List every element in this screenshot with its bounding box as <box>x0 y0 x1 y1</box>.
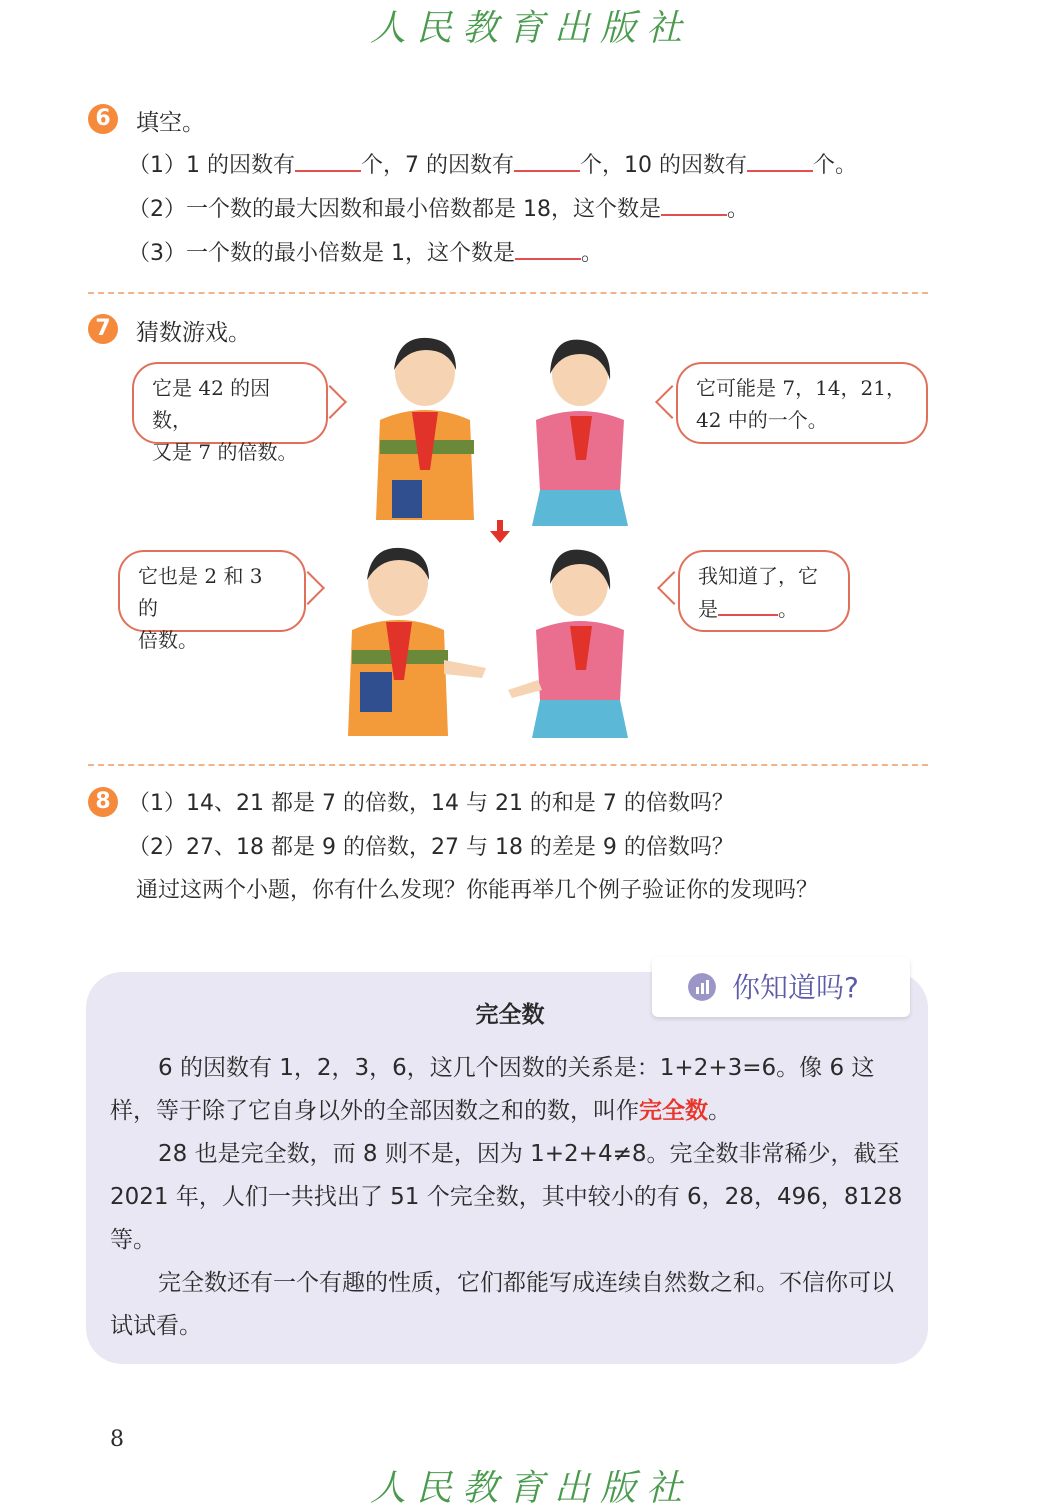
q6-l3-text-a: （3）一个数的最小倍数是 1，这个数是 <box>128 241 515 266</box>
box-paragraph-1 <box>110 1047 910 1133</box>
question-8-line-3: 通过这两个小题，你有什么发现？你能再举几个例子验证你的发现吗？ <box>136 878 819 903</box>
girl-illustration <box>506 540 646 745</box>
answer-blank[interactable] <box>295 148 361 172</box>
question-6-line-1 <box>128 148 857 179</box>
q6-l1-text-b: 个，7 的因数有 <box>361 153 514 178</box>
publisher-footer: 人民教育出版社 <box>369 1468 692 1509</box>
box-title: 完全数 <box>475 1002 545 1028</box>
bubble-text: 42 中的一个。 <box>696 408 828 432</box>
speech-bubble-girl-2 <box>678 550 850 632</box>
q6-l1-text-d: 个。 <box>813 153 858 178</box>
did-you-know-label: 你知道吗? <box>732 971 859 1004</box>
bubble-text: 。 <box>778 597 798 621</box>
bubble-text: 它也是 2 和 3 的 <box>138 564 263 620</box>
section-divider <box>88 292 928 294</box>
bubble-text: 它是 42 的因数， <box>152 376 271 432</box>
answer-blank[interactable] <box>514 148 580 172</box>
question-6-line-2 <box>128 192 749 223</box>
q6-l1-text-a: （1）1 的因数有 <box>128 153 295 178</box>
question-6-title: 填空。 <box>136 110 205 136</box>
q6-l2-text-b: 。 <box>727 197 750 222</box>
answer-blank[interactable] <box>747 148 813 172</box>
q6-l2-text-a: （2）一个数的最大因数和最小倍数都是 18，这个数是 <box>128 197 661 222</box>
q6-l1-text-c: 个，10 的因数有 <box>580 153 747 178</box>
question-6-line-3 <box>128 236 603 267</box>
box-paragraph-3: 完全数还有一个有趣的性质，它们都能写成连续自然数之和。不信你可以试试看。 <box>110 1270 894 1339</box>
question-7-badge: 7 <box>88 314 118 344</box>
question-7-title: 猜数游戏。 <box>136 320 251 346</box>
answer-blank[interactable] <box>718 592 778 616</box>
bubble-text: 又是 7 的倍数。 <box>152 440 298 464</box>
box-paragraph-2: 28 也是完全数，而 8 则不是，因为 1+2+4≠8。完全数非常稀少，截至 2021 年，人们一共找出了 51 个完全数，其中较小的有 6，28，496，8128 等。 <box>110 1141 903 1253</box>
highlight-term: 完全数 <box>639 1098 708 1124</box>
answer-blank[interactable] <box>515 236 581 260</box>
section-divider <box>88 764 928 766</box>
bubble-text: 倍数。 <box>138 628 198 652</box>
question-8-badge: 8 <box>88 787 118 817</box>
publisher-header: 人民教育出版社 <box>369 8 692 49</box>
speech-bubble-boy-1 <box>132 362 328 464</box>
speech-bubble-boy-2 <box>118 550 306 652</box>
boy-illustration <box>326 540 496 745</box>
speech-bubble-girl-1 <box>676 362 928 444</box>
bubble-text: 我知道了，它 <box>698 564 818 588</box>
paragraph-text: 6 的因数有 1，2，3，6，这几个因数的关系是：1+2+3=6。像 6 这样，等于除了它自身以外的全部因数之和的数，叫作 <box>110 1055 875 1124</box>
paragraph-text: 。 <box>708 1098 731 1124</box>
page-number: 8 <box>110 1427 124 1452</box>
question-8-line-2: （2）27、18 都是 9 的倍数，27 与 18 的差是 9 的倍数吗？ <box>128 835 734 860</box>
q6-l3-text-b: 。 <box>581 241 604 266</box>
boy-illustration <box>350 330 500 530</box>
girl-illustration <box>500 330 650 530</box>
question-6-badge: 6 <box>88 104 118 134</box>
question-8-line-1: （1）14、21 都是 7 的倍数，14 与 21 的和是 7 的倍数吗？ <box>128 791 734 816</box>
answer-blank[interactable] <box>661 192 727 216</box>
bubble-text: 是 <box>698 597 718 621</box>
bubble-text: 它可能是 7，14，21， <box>696 376 906 400</box>
